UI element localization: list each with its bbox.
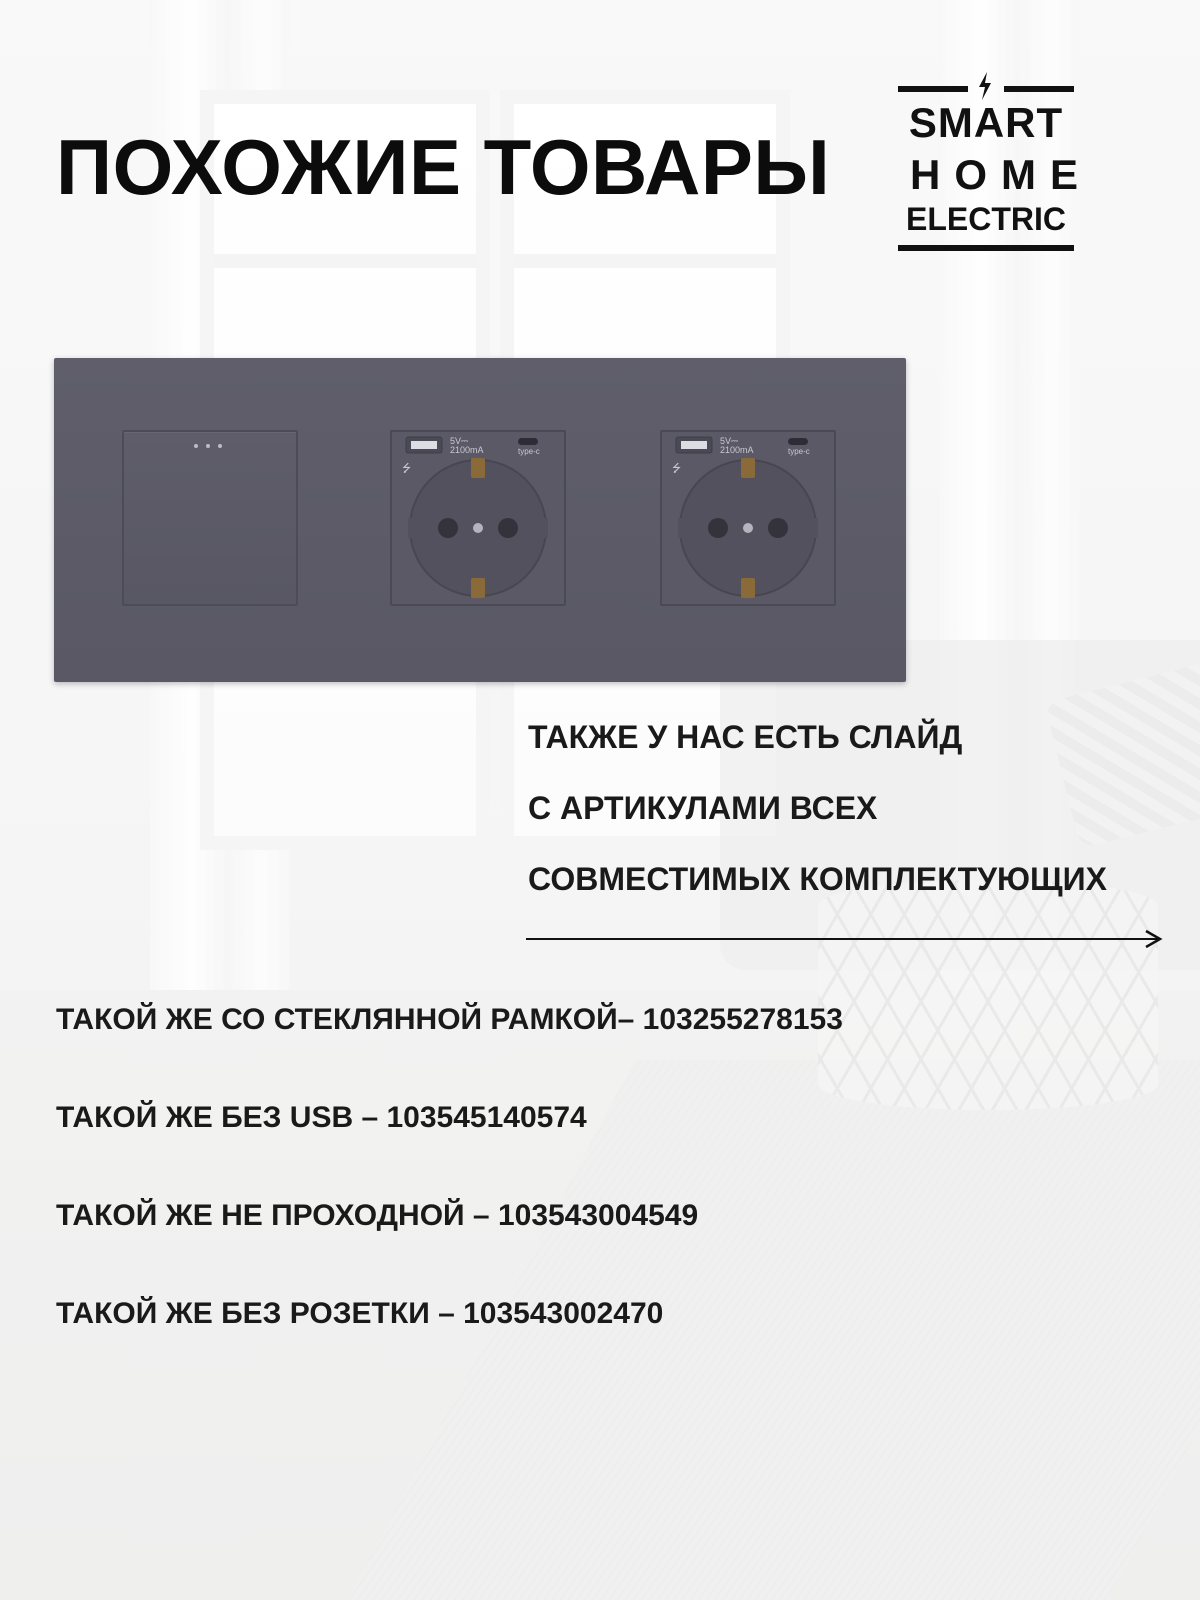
promo-line: С АРТИКУЛАМИ ВСЕХ bbox=[528, 790, 878, 826]
arrow-right-icon bbox=[526, 928, 1166, 950]
list-item: ТАКОЙ ЖЕ СО СТЕКЛЯННОЙ РАМКОЙ– 103255278153 bbox=[56, 1003, 843, 1036]
svg-text:5V⎓: 5V⎓ bbox=[450, 436, 469, 446]
svg-text:type-c: type-c bbox=[518, 447, 540, 456]
product-frame bbox=[54, 358, 906, 682]
svg-text:⭍: ⭍ bbox=[672, 462, 682, 475]
logo-word-home: HOME bbox=[910, 151, 1092, 198]
svg-text:2100mA: 2100mA bbox=[720, 445, 754, 455]
list-item: ТАКОЙ ЖЕ НЕ ПРОХОДНОЙ – 103543004549 bbox=[56, 1199, 699, 1232]
usb-socket bbox=[660, 430, 836, 606]
indicator-dot bbox=[194, 444, 198, 448]
article-list bbox=[56, 1000, 843, 1392]
brand-logo bbox=[896, 78, 1092, 258]
socket-face bbox=[662, 432, 834, 604]
usb-socket bbox=[390, 430, 566, 606]
promo-text bbox=[528, 702, 1107, 915]
indicator-dot bbox=[206, 444, 210, 448]
list-item: ТАКОЙ ЖЕ БЕЗ РОЗЕТКИ – 103543002470 bbox=[56, 1297, 664, 1330]
indicator-dot bbox=[218, 444, 222, 448]
svg-text:⭍: ⭍ bbox=[402, 462, 412, 475]
socket-face bbox=[392, 432, 564, 604]
page-title: ПОХОЖИЕ ТОВАРЫ bbox=[56, 123, 831, 211]
switch-key bbox=[122, 430, 298, 606]
list-item: ТАКОЙ ЖЕ БЕЗ USB – 103545140574 bbox=[56, 1101, 587, 1134]
promo-line: СОВМЕСТИМЫХ КОМПЛЕКТУЮЩИХ bbox=[528, 861, 1107, 897]
lightning-bolt-icon bbox=[976, 72, 994, 100]
svg-text:type-c: type-c bbox=[788, 447, 810, 456]
svg-text:5V⎓: 5V⎓ bbox=[720, 436, 739, 446]
svg-text:2100mA: 2100mA bbox=[450, 445, 484, 455]
logo-word-smart: SMART bbox=[908, 99, 1064, 146]
logo-word-electric: ELECTRIC bbox=[906, 201, 1066, 237]
promo-line: ТАКЖЕ У НАС ЕСТЬ СЛАЙД bbox=[528, 719, 963, 755]
